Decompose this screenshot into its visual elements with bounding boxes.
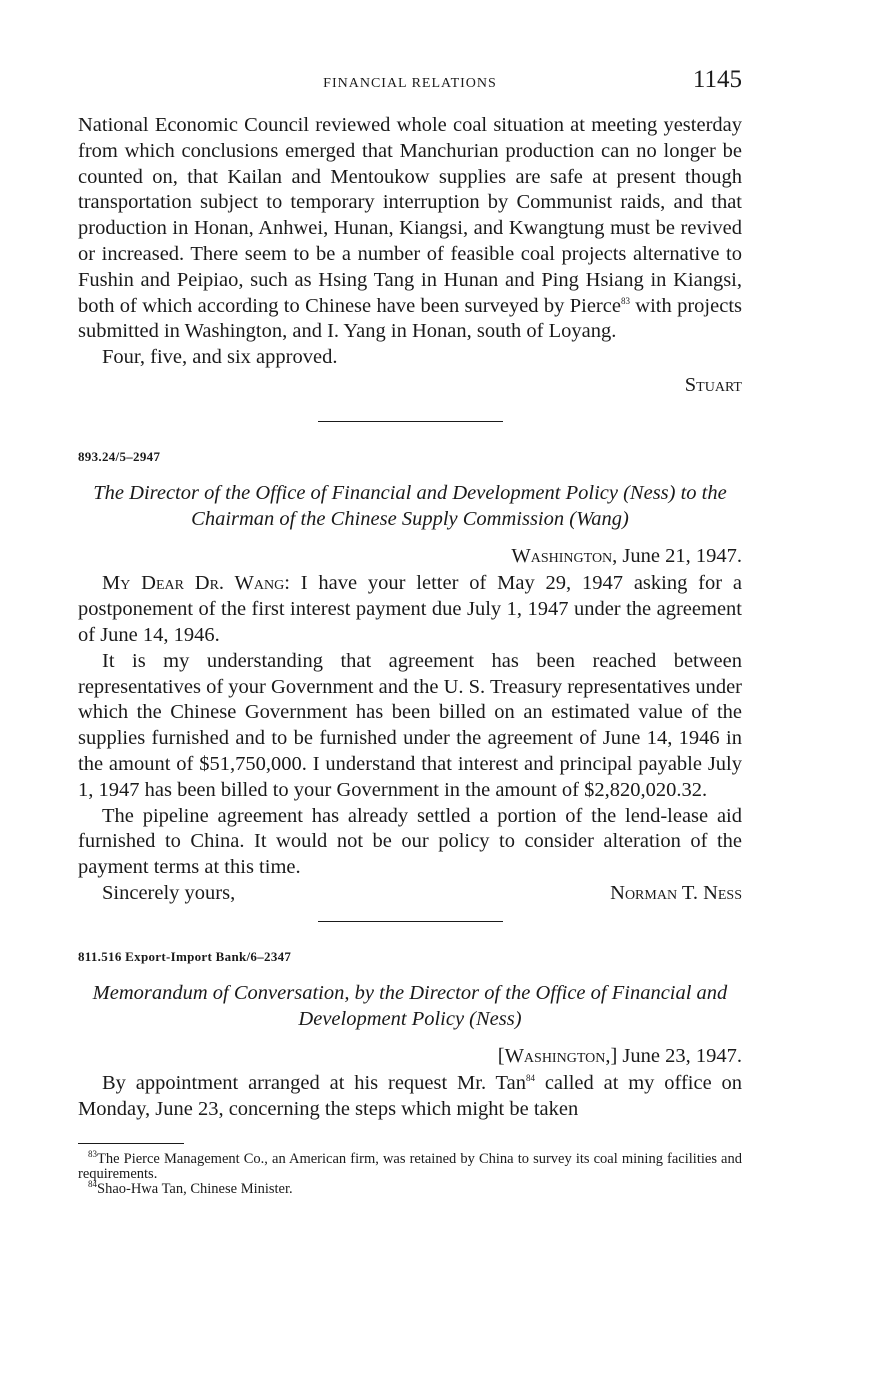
coal-paragraph-text: National Economic Council reviewed whole coal situation at meeting yesterday from which conclusions emerged that Manchurian production can no longer be counted on, that Kailan and Mentoukow supplies are safe at present though transportation subject to temporary interruption by Communist raids, and that production in Honan, Anhwei, Hunan, Kiangsi, and Kwangtung must be revived or increased. There seem to be a number of feasible coal projects alternative to Fushin and Peipiao, such as Hsing Tang in Hunan and Ping Hsiang in Kiangsi, both of which according to Chinese have been surveyed by Pierce: [78, 114, 742, 317]
footnote-rule: [78, 1143, 184, 1144]
letter-paragraph-text: I have your letter of May 29, 1947 asking for a postponement of the first interest payment due July 1, 1947 under the agreement of June 14, 1946.: [78, 572, 743, 646]
footnote-ref-83[interactable]: 83: [620, 295, 630, 306]
letter-paragraph: The pipeline agreement has already settled a portion of the lend-lease aid furnished to China. It would not be our policy to consider alteration of the payment terms at this time.: [78, 804, 742, 879]
footnotes: [78, 1149, 742, 1197]
memo-paragraph: [78, 1071, 742, 1123]
dateline-date: June 23, 1947.: [617, 1044, 742, 1067]
dateline: [78, 1044, 742, 1070]
letter-closing: [78, 881, 742, 907]
complimentary-close: Sincerely yours,: [102, 881, 236, 904]
document-title: Memorandum of Conversation, by the Director of the Office of Financial and Development Policy (Ness): [92, 981, 728, 1030]
footnote: [78, 1149, 742, 1182]
coal-paragraph-tail: with projects submitted in Washington, and I. Yang in Honan, south of Loyang.: [78, 294, 742, 343]
page-number: 1145: [692, 66, 742, 93]
salutation: My Dear Dr. Wang:: [102, 572, 290, 595]
running-head: [78, 66, 742, 100]
footnote-number: 84: [88, 1179, 97, 1190]
footnote-text: The Pierce Management Co., an American firm, was retained by China to survey its coal mining facilities and requirements.: [78, 1150, 742, 1182]
footnote: [78, 1179, 742, 1197]
dateline-place: Washington,: [511, 544, 618, 567]
signature-stuart: Stuart: [684, 373, 742, 396]
letter-paragraph: [78, 571, 742, 648]
dateline-place: [Washington,]: [497, 1044, 618, 1067]
dateline-date: June 21, 1947.: [617, 544, 742, 567]
memo-paragraph-text: By appointment arranged at his request Mr. Tan: [102, 1072, 526, 1095]
document-title: The Director of the Office of Financial and Development Policy (Ness) to the Chairman of the Chinese Supply Commission (Wang): [93, 481, 727, 530]
letter-paragraph: It is my understanding that agreement has been reached between representatives of your Government and the U. S. Treasury representatives under which the Chinese Government has been billed on an estimated value of the supplies furnished and to be furnished under the agreement of June 14, 1946 in the amount of $51,750,000. I understand that interest and principal payable July 1, 1947 has been billed to your Government in the amount of $2,820,020.32.: [78, 649, 742, 801]
section-divider: [318, 421, 503, 422]
section-divider: [318, 921, 503, 922]
running-title: FINANCIAL RELATIONS: [323, 76, 497, 91]
file-number: 811.516 Export-Import Bank/6–2347: [78, 948, 292, 964]
footnote-ref-84[interactable]: 84: [525, 1073, 535, 1084]
approval-paragraph: Four, five, and six approved.: [102, 346, 338, 369]
footnote-text: Shao-Hwa Tan, Chinese Minister.: [97, 1180, 293, 1197]
footnote-number: 83: [88, 1149, 97, 1160]
dateline: [78, 544, 742, 570]
file-number: 893.24/5–2947: [78, 448, 161, 464]
coal-paragraph: [78, 113, 742, 345]
memo-paragraph-tail: called at my office on Monday, June 23, concerning the steps which might be taken: [78, 1072, 743, 1121]
signature-ness: Norman T. Ness: [610, 881, 742, 904]
body-text: [78, 113, 742, 1197]
